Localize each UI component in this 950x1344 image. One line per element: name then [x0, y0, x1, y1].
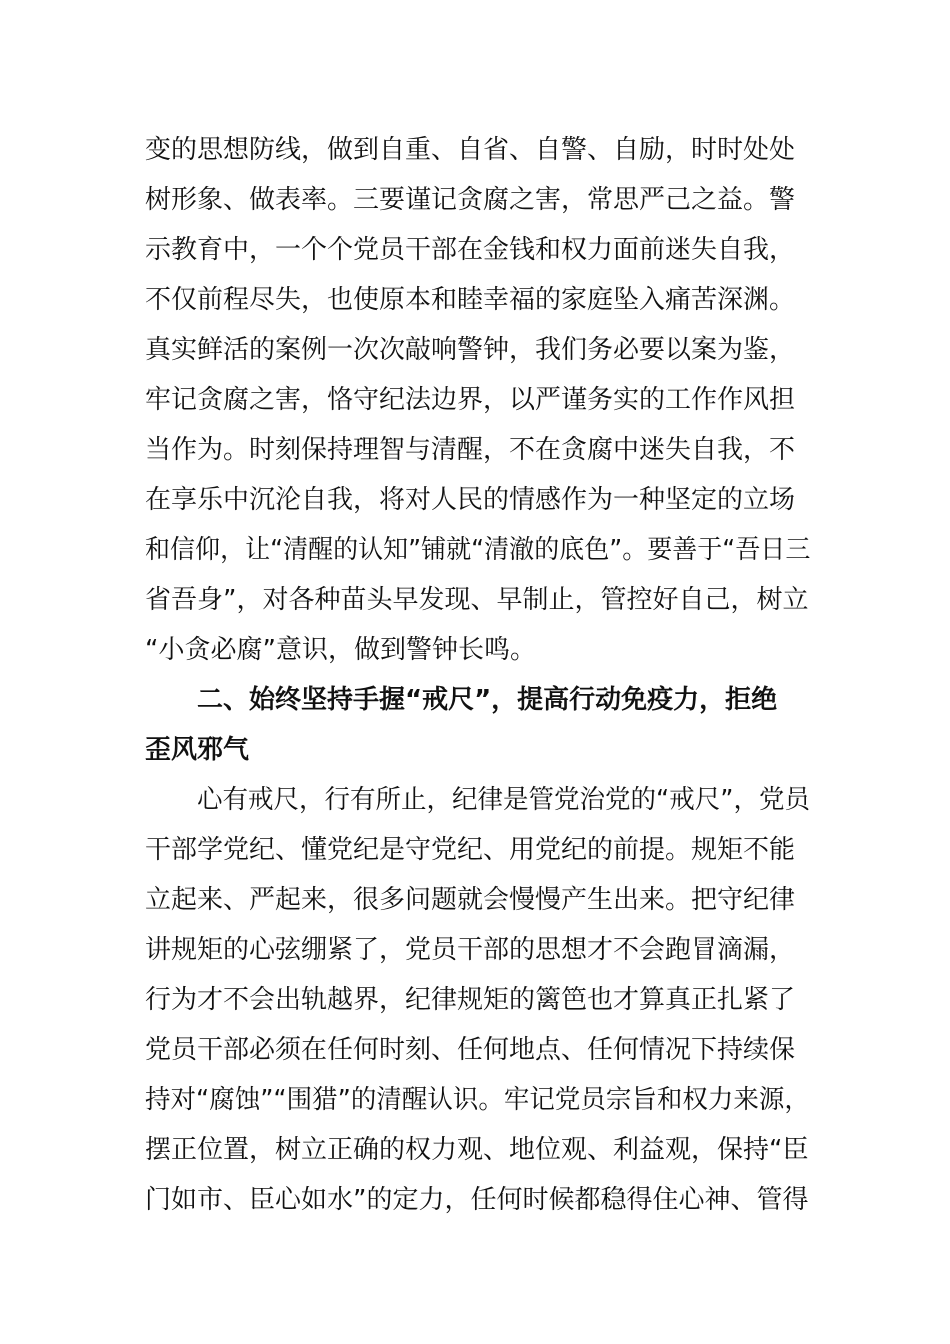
text-line: 变的思想防线，做到自重、自省、自警、自励，时时处处 [145, 135, 796, 165]
text-line: 持对“腐蚀”“围猎”的清醒认识。牢记党员宗旨和权力来源， [145, 1085, 810, 1115]
text-line: 在享乐中沉沦自我，将对人民的情感作为一种坚定的立场 [145, 485, 796, 515]
text-line: 省吾身”，对各种苗头早发现、早制止，管控好自己，树立 [145, 585, 809, 615]
text-line: 讲规矩的心弦绷紧了，党员干部的思想才不会跑冒滴漏， [145, 935, 796, 965]
text-line: 示教育中，一个个党员干部在金钱和权力面前迷失自我， [145, 235, 796, 265]
text-line: 真实鲜活的案例一次次敲响警钟，我们务必要以案为鉴， [145, 335, 796, 365]
text-line: 树形象、做表率。三要谨记贪腐之害，常思严己之益。警 [145, 185, 796, 215]
text-line: 和信仰，让“清醒的认知”铺就“清澈的底色”。要善于“吾日三 [145, 535, 811, 565]
text-line: 立起来、严起来，很多问题就会慢慢产生出来。把守纪律 [145, 885, 796, 915]
text-line: 干部学党纪、懂党纪是守党纪、用党纪的前提。规矩不能 [145, 835, 796, 865]
text-line: 心有戒尺，行有所止，纪律是管党治党的“戒尺”，党员 [197, 785, 810, 815]
text-line: “小贪必腐”意识，做到警钟长鸣。 [145, 635, 536, 665]
text-line: 牢记贪腐之害，恪守纪法边界，以严谨务实的工作作风担 [145, 385, 796, 415]
text-line: 摆正位置，树立正确的权力观、地位观、利益观，保持“臣 [145, 1135, 809, 1165]
text-line: 不仅前程尽失，也使原本和睦幸福的家庭坠入痛苦深渊。 [145, 285, 796, 315]
text-line: 党员干部必须在任何时刻、任何地点、任何情况下持续保 [145, 1035, 796, 1065]
text-line: 行为才不会出轨越界，纪律规矩的篱笆也才算真正扎紧了 [145, 985, 796, 1015]
text-line: 门如市、臣心如水”的定力，任何时候都稳得住心神、管得 [145, 1185, 809, 1215]
section-heading-line: 歪风邪气 [145, 735, 250, 765]
section-heading-line: 二、始终坚持手握“戒尺”，提高行动免疫力，拒绝 [197, 685, 778, 715]
text-line: 当作为。时刻保持理智与清醒，不在贪腐中迷失自我，不 [145, 435, 796, 465]
